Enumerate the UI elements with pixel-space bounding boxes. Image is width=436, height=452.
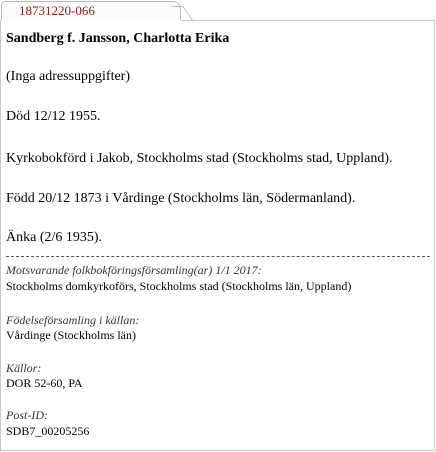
post-id-label: Post-ID: [6,408,48,422]
civil-status-text: Änka (2/6 1935). [6,230,103,245]
parish-label: Motsvarande folkbokföringsförsamling(ar) 1/1 2017: [6,263,262,277]
birth-parish-value: Vårdinge (Stockholms län) [6,328,136,342]
sources-label: Källor: [6,361,42,375]
dashed-divider [6,256,430,257]
tab-record-id[interactable]: 18731220-066 [1,1,181,21]
tab-strip [0,0,436,20]
sources-value: DOR 52-60, PA [6,376,83,390]
post-id-value: SDB7_00205256 [6,424,90,438]
registered-text: Kyrkobokförd i Jakob, Stockholms stad (Stockholms stad, Uppland). [6,151,393,166]
birth-text: Född 20/12 1873 i Vårdinge (Stockholms län, Södermanland). [6,191,356,206]
death-text: Död 12/12 1955. [6,109,101,124]
birth-parish-label: Födelseförsamling i källan: [6,313,140,327]
person-name: Sandberg f. Jansson, Charlotta Erika [6,31,230,46]
parish-value: Stockholms domkyrkoförs, Stockholms stad (Stockholms län, Uppland) [6,279,352,293]
address-text: (Inga adressuppgifter) [6,69,131,84]
record-panel [0,20,435,451]
